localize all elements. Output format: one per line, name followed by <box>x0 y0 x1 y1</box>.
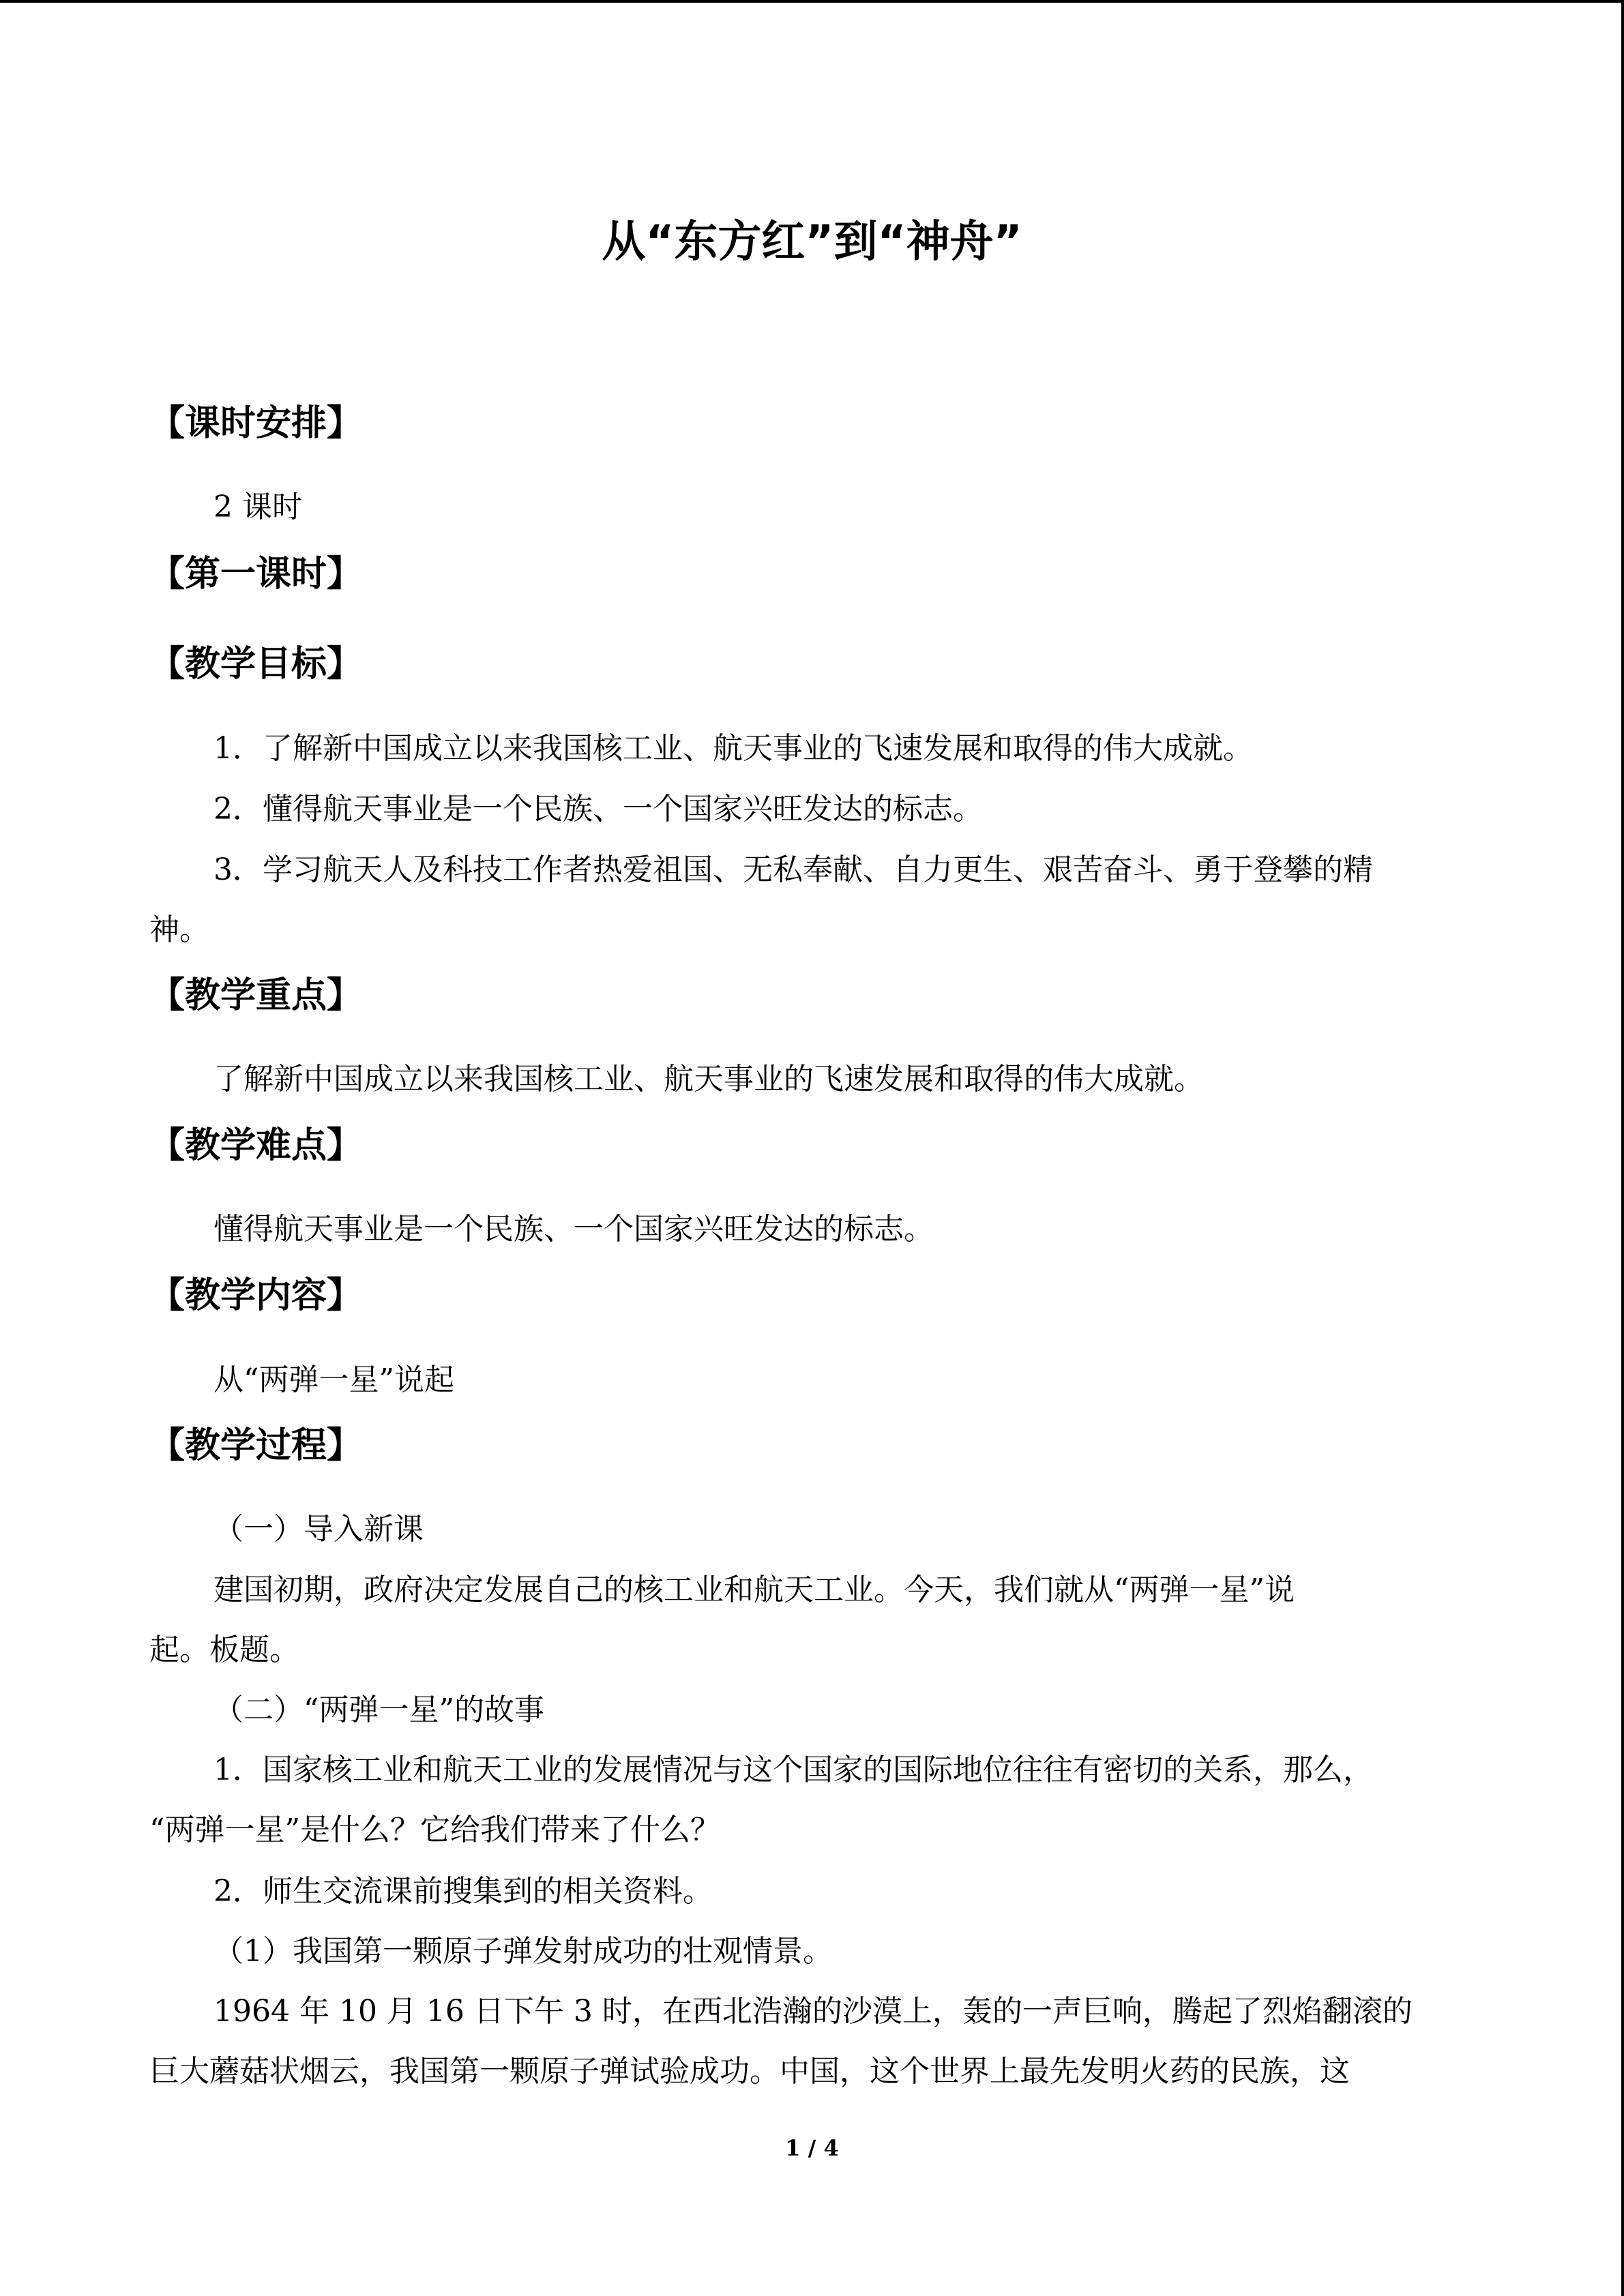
paragraph-key-points: 了解新中国成立以来我国核工业、航天事业的飞速发展和取得的伟大成就。 <box>213 1062 1204 1097</box>
objective-item-1: 1．了解新中国成立以来我国核工业、航天事业的飞速发展和取得的伟大成就。 <box>213 731 1253 766</box>
heading-key-points: 【教学重点】 <box>149 975 363 1016</box>
right-border-line <box>1621 0 1624 2296</box>
paragraph-intro: 建国初期，政府决定发展自己的核工业和航天工业。今天，我们就从“两弹一星”说 <box>213 1572 1295 1607</box>
top-border-line <box>0 0 1624 3</box>
process-item-1-continuation: “两弹一星”是什么？它给我们带来了什么？ <box>149 1813 720 1847</box>
heading-first-lesson: 【第一课时】 <box>149 554 363 595</box>
paragraph-atomic-bomb: 1964 年 10 月 16 日下午 3 时，在西北浩瀚的沙漠上，轰的一声巨响，腾起了烈焰翻滚的 <box>213 1994 1413 2029</box>
process-section-1: （一）导入新课 <box>213 1512 424 1547</box>
heading-content: 【教学内容】 <box>149 1275 363 1316</box>
process-item-1: 1．国家核工业和航天工业的发展情况与这个国家的国际地位往往有密切的关系，那么， <box>213 1753 1373 1787</box>
paragraph-content: 从“两弹一星”说起 <box>213 1362 454 1397</box>
page-title: 从“东方红”到“神舟” <box>602 217 1022 267</box>
process-section-2: （二）“两弹一星”的故事 <box>213 1693 544 1727</box>
heading-schedule: 【课时安排】 <box>149 403 363 444</box>
paragraph-atomic-bomb-continuation: 巨大蘑菇状烟云，我国第一颗原子弹试验成功。中国，这个世界上最先发明火药的民族，这 <box>149 2054 1350 2089</box>
objective-item-2: 2．懂得航天事业是一个民族、一个国家兴旺发达的标志。 <box>213 792 983 826</box>
page-number: 1 / 4 <box>785 2135 839 2161</box>
heading-difficulties: 【教学难点】 <box>149 1125 363 1166</box>
heading-process: 【教学过程】 <box>149 1425 363 1466</box>
paragraph-intro-continuation: 起。板题。 <box>149 1632 299 1667</box>
objective-item-3-continuation: 神。 <box>149 912 209 947</box>
process-item-2: 2．师生交流课前搜集到的相关资料。 <box>213 1874 713 1909</box>
paragraph-difficulties: 懂得航天事业是一个民族、一个国家兴旺发达的标志。 <box>213 1212 934 1247</box>
paragraph-hours: 2 课时 <box>213 490 302 524</box>
objective-item-3: 3．学习航天人及科技工作者热爱祖国、无私奉献、自力更生、艰苦奋斗、勇于登攀的精 <box>213 852 1373 887</box>
process-subitem-1: （1）我国第一颗原子弹发射成功的壮观情景。 <box>213 1934 833 1969</box>
heading-objectives: 【教学目标】 <box>149 644 363 685</box>
